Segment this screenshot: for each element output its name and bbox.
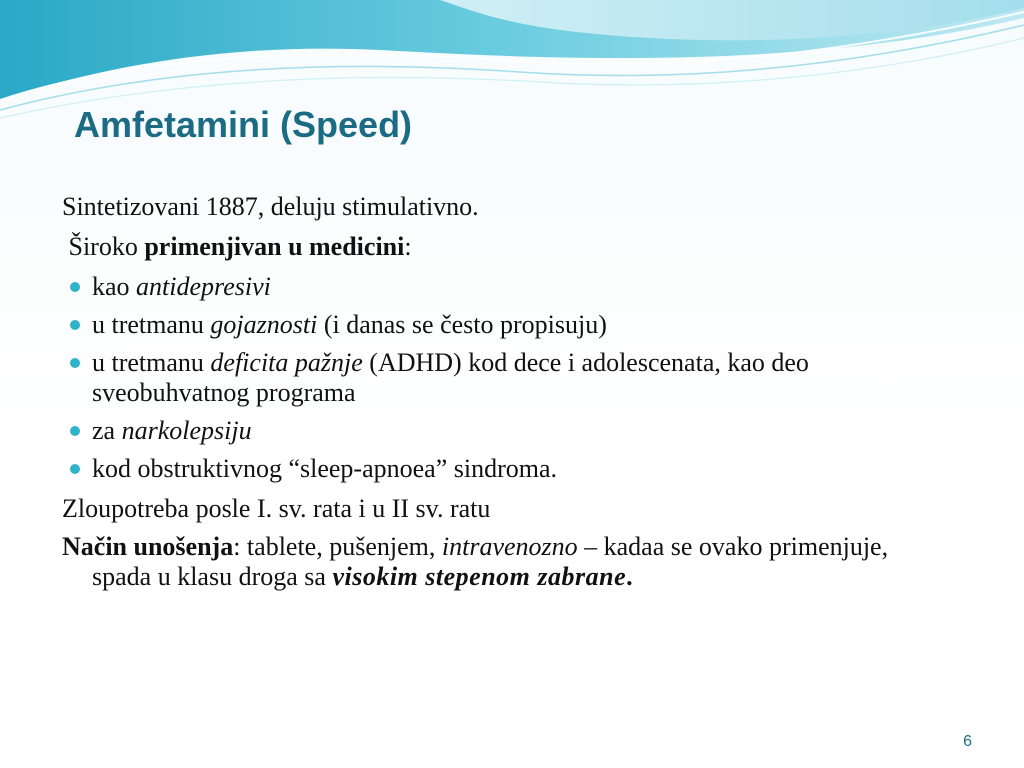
bullet-item-obesity: [62, 310, 932, 340]
medicine-line-prefix: Široko: [62, 232, 145, 261]
medicine-line-bold: primenjivan u medicini: [144, 232, 405, 261]
bullet-item-sleep-apnoea: [62, 454, 932, 484]
abuse-line: Zloupotreba posle I. sv. rata i u II sv. ratu: [62, 494, 491, 523]
intake-bold-italic: visokim stepenom zabrane: [332, 562, 627, 591]
bullet-italic: deficita pažnje: [210, 348, 363, 377]
intake-end: .: [626, 562, 633, 591]
bullet-icon: [70, 320, 80, 330]
bullet-prefix: u tretmanu: [92, 348, 211, 377]
intake-text-1: : tablete, pušenjem,: [233, 532, 442, 561]
slide-title: Amfetamini (Speed): [74, 104, 413, 145]
bullet-item-narcolepsy: [62, 416, 932, 446]
medicine-line: [62, 232, 412, 262]
bullet-italic: narkolepsiju: [121, 416, 252, 445]
bullet-suffix: (ADHD) kod dece i adolescenata, kao deo sveobuhvatnog programa: [92, 348, 809, 407]
bullet-italic: gojaznosti: [210, 310, 318, 339]
bullet-icon: [70, 464, 80, 474]
medicine-line-suffix: :: [404, 232, 412, 261]
bullet-suffix: (i danas se često propisuju): [317, 310, 607, 339]
bullet-item-adhd: [62, 348, 932, 408]
bullet-prefix: kod obstruktivnog “sleep-apnoea” sindroma.: [92, 454, 557, 483]
bullet-prefix: za: [92, 416, 122, 445]
intake-label: Način unošenja: [62, 532, 234, 561]
bullet-prefix: kao: [92, 272, 137, 301]
bullet-icon: [70, 426, 80, 436]
page-number: 6: [963, 733, 972, 750]
bullet-prefix: u tretmanu: [92, 310, 211, 339]
bullet-italic: antidepresivi: [136, 272, 271, 301]
intake-text-2: – kadaa se ovako primenjuje, spada u klasu droga sa: [92, 532, 889, 591]
bullet-icon: [70, 282, 80, 292]
bullet-item-antidepressants: [62, 272, 932, 302]
intro-line: Sintetizovani 1887, deluju stimulativno.: [62, 192, 479, 221]
intake-italic: intravenozno: [441, 532, 578, 561]
intake-paragraph: [62, 532, 952, 592]
bullet-icon: [70, 358, 80, 368]
